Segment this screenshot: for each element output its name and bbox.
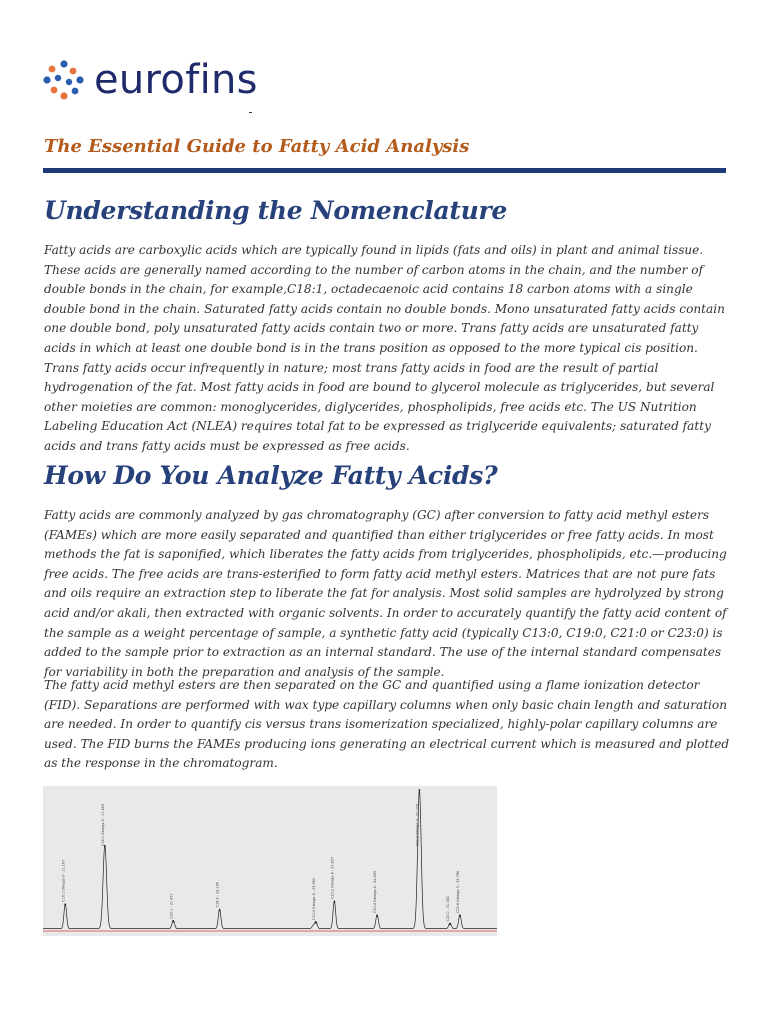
peak-point — [449, 924, 451, 926]
peak-point — [459, 915, 461, 917]
eurofins-logo[interactable] — [42, 58, 258, 102]
chromatogram-chart — [43, 786, 497, 936]
section-heading-analysis: How Do You Analyze Fatty Acids? — [44, 461, 498, 490]
peak-label: C20:4 Omega-6 - 32.469 — [373, 871, 378, 913]
peak-point — [172, 921, 174, 923]
peak-point — [64, 904, 66, 906]
peak-point — [419, 789, 421, 791]
peak-label: C20:3 Omega-6 - 25.960 — [311, 878, 316, 920]
peak-label: C20:1 - 21.471 — [169, 893, 174, 919]
peak-point — [315, 922, 317, 924]
peak-label: C20:2 Omega-6 - 27.837 — [330, 857, 335, 899]
header-rule — [43, 168, 726, 173]
paragraph-nomenclature: Fatty acids are carboxylic acids which are typically found in lipids (fats and oils) in plant and animal tissue. These acids are generally named according to the number of carbon atoms in the chain, and the number of double bonds in the chain, for example,C18:1, octadecaenoic acid contains 18 carbon atoms with a single double bond in the chain. Saturated fatty acids contain no double bonds. Mono unsaturated fatty acids contain one double bond, poly unsaturated fatty acids contain two or more. Trans fatty acids are unsaturated fatty acids in which at least one double bond is in the trans position as opposed to the more typical cis position. Trans fatty acids occur infrequently in nature; most trans fatty acids in food are the result of partial hydrogenation of the fat. Most fatty acids in food are bound to glycerol molecule as triglycerides, but several other moieties are common: monoglycerides, diglycerides, phospholipids, free acids etc. The US Nutrition Labeling Education Act (NLEA) requires total fat to be expressed as triglyceride equivalents; saturated fatty acids and trans fatty acids must be expressed as free acids. — [44, 243, 725, 453]
peak-label: C18:3 - 23.136 — [215, 882, 220, 908]
peak-label: C22:3 Omega-3 - 30.079 — [415, 804, 420, 846]
guide-title: The Essential Guide to Fatty Acid Analysis — [44, 136, 470, 157]
peak-point — [333, 901, 335, 903]
peak-label: C16:1 Omega-9 - 11.167 — [61, 859, 66, 902]
paragraph-analysis-1: Fatty acids are commonly analyzed by gas chromatography (GC) after conversion to fatty acid methyl esters (FAMEs) which are more easily separated and quantified than either triglycerides or free fatty acids. In most methods the fat is saponified, which liberates the fatty acids from triglycerides, phospholipids, etc.—producing free acids. The free acids are trans-esterified to form fatty acid methyl esters. Matrices that are not pure fats and oils require an extraction step to liberate the fat for analysis. Most solid samples are hydrolyzed by strong acid and/or akali, then extracted with organic solvents. In order to accurately quantify the fatty acid content of the sample as a weight percentage of sample, a synthetic fatty acid (typically C13:0, C19:0, C21:0 or C23:0) is added to the sample prior to extraction as an internal standard. The use of the internal standard compensates for variability in both the preparation and analysis of the sample. — [44, 508, 727, 679]
peak-point — [376, 915, 378, 917]
eurofins-dots-icon — [42, 58, 86, 102]
peak-point — [219, 910, 221, 912]
paragraph-analysis-2: The fatty acid methyl esters are then separated on the GC and quantified using a flame ionization detector (FID). Separations are performed with wax type capillary columns when only basic chain length and saturation are needed. In order to quantify cis versus trans isomerization specialized, highly-polar capillary columns are used. The FID burns the FAMEs producing ions generating an electrical current which is measured and plotted as the response in the chromatogram. — [44, 678, 730, 771]
chromatogram-plot — [43, 786, 497, 936]
tiny-mark — [249, 112, 252, 113]
peak-label: C18:1 Omega-9 - 17.469 — [100, 804, 105, 846]
chromatogram-trace — [43, 790, 497, 929]
section-heading-nomenclature: Understanding the Nomenclature — [44, 196, 507, 225]
peak-label: C22:0 - 31.082 — [446, 896, 450, 922]
brand-name: eurofins — [94, 57, 258, 103]
peak-label: C22:6 Omega-3 - 33.786 — [455, 871, 460, 913]
